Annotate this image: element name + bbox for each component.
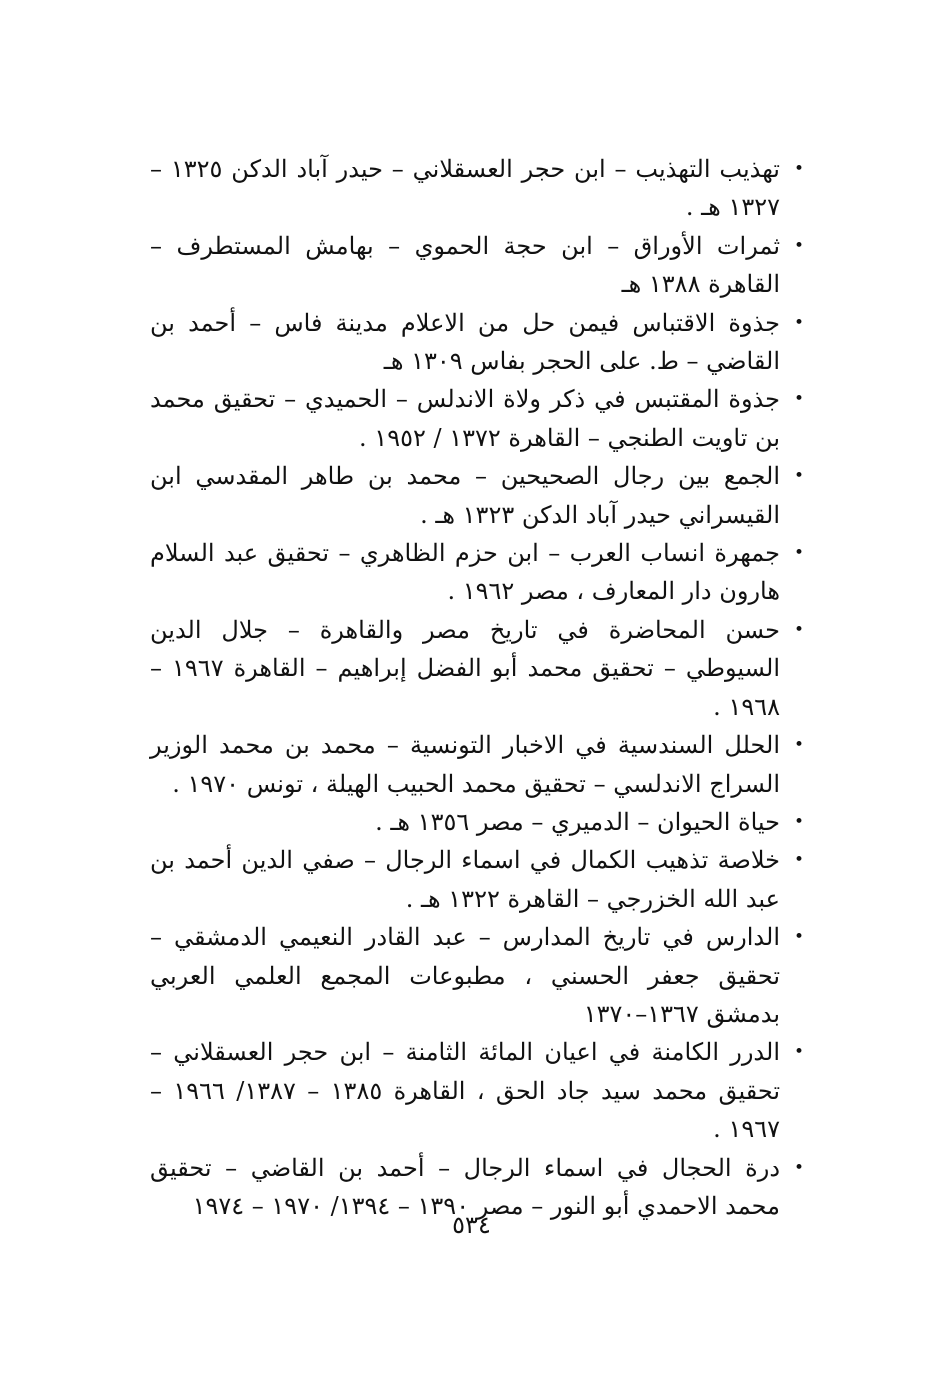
- entry-text: خلاصة تذهيب الكمال في اسماء الرجال – صفي الدين أحمد بن عبد الله الخزرجي – القاهرة ١٣٢٢ هـ .: [150, 846, 780, 913]
- bibliography-entry: [150, 1033, 810, 1148]
- entry-text: الحلل السندسية في الاخبار التونسية – محمد بن محمد الوزير السراج الاندلسي – تحقيق محمد الحبيب الهيلة ، تونس ١٩٧٠ .: [150, 731, 780, 798]
- entry-text: حياة الحيوان – الدميري – مصر ١٣٥٦ هـ .: [375, 807, 780, 836]
- bullet-icon: •: [793, 1157, 805, 1178]
- bibliography-entry: [150, 304, 810, 381]
- bullet-icon: •: [793, 619, 805, 640]
- bullet-icon: •: [793, 235, 805, 256]
- entry-text: الدرر الكامنة في اعيان المائة الثامنة – ابن حجر العسقلاني – تحقيق محمد سيد جاد الحق ، القاهرة ١٣٨٥ – ١٣٨٧/ ١٩٦٦ – ١٩٦٧ .: [150, 1038, 781, 1144]
- bibliography-entry: [150, 457, 810, 534]
- bibliography-entry: [150, 150, 810, 227]
- bullet-icon: •: [793, 811, 805, 832]
- bibliography-entry: [150, 726, 810, 803]
- entry-text: تهذيب التهذيب – ابن حجر العسقلاني – حيدر آباد الدكن ١٣٢٥ – ١٣٢٧ هـ .: [150, 155, 780, 222]
- bullet-icon: •: [793, 543, 805, 564]
- bullet-icon: •: [793, 466, 805, 487]
- entry-text: حسن المحاضرة في تاريخ مصر والقاهرة – جلال الدين السيوطي – تحقيق محمد أبو الفضل إبراهيم – القاهرة ١٩٦٧ – ١٩٦٨ .: [150, 615, 781, 721]
- bibliography-entry: [150, 611, 810, 726]
- page-number: ٥٣٤: [452, 1211, 491, 1239]
- entry-text: الجمع بين رجال الصحيحين – محمد بن طاهر المقدسي ابن القيسراني حيدر آباد الدكن ١٣٢٣ هـ .: [150, 462, 780, 529]
- bullet-icon: •: [793, 1042, 805, 1063]
- bullet-icon: •: [793, 389, 805, 410]
- bibliography-list: [150, 150, 810, 1225]
- bibliography-entry: [150, 227, 810, 304]
- entry-text: الدارس في تاريخ المدارس – عبد القادر النعيمي الدمشقي – تحقيق جعفر الحسني ، مطبوعات المجمع العلمي العربي بدمشق ١٣٦٧–١٣٧٠: [150, 923, 780, 1028]
- entry-text: جمهرة انساب العرب – ابن حزم الظاهري – تحقيق عبد السلام هارون دار المعارف ، مصر ١٩٦٢ .: [150, 539, 780, 606]
- bullet-icon: •: [793, 850, 805, 871]
- bullet-icon: •: [793, 735, 805, 756]
- entry-text: ثمرات الأوراق – ابن حجة الحموي – بهامش المستطرف – القاهرة ١٣٨٨ هـ: [150, 231, 780, 299]
- bibliography-entry: [150, 380, 810, 457]
- entry-text: درة الحجال في اسماء الرجال – أحمد بن القاضي – تحقيق محمد الاحمدي أبو النور – مصر ١٣٩٠ – ١٣٩٤/ ١٩٧٠ – ١٩٧٤: [150, 1153, 780, 1220]
- bibliography-entry: [150, 803, 810, 841]
- bibliography-entry: [150, 534, 810, 611]
- bullet-icon: •: [793, 927, 805, 948]
- bibliography-entry: [150, 918, 810, 1033]
- entry-text: جذوة المقتبس في ذكر ولاة الاندلس – الحميدي – تحقيق محمد بن تاويت الطنجي – القاهرة ١٣٧٢ / ١٩٥٢ .: [150, 385, 780, 452]
- entry-text: جذوة الاقتباس فيمن حل من الاعلام مدينة فاس – أحمد بن القاضي – ط. على الحجر بفاس ١٣٠٩ هـ: [150, 308, 780, 376]
- bullet-icon: •: [793, 312, 805, 333]
- bibliography-entry: [150, 841, 810, 918]
- bullet-icon: •: [793, 159, 805, 179]
